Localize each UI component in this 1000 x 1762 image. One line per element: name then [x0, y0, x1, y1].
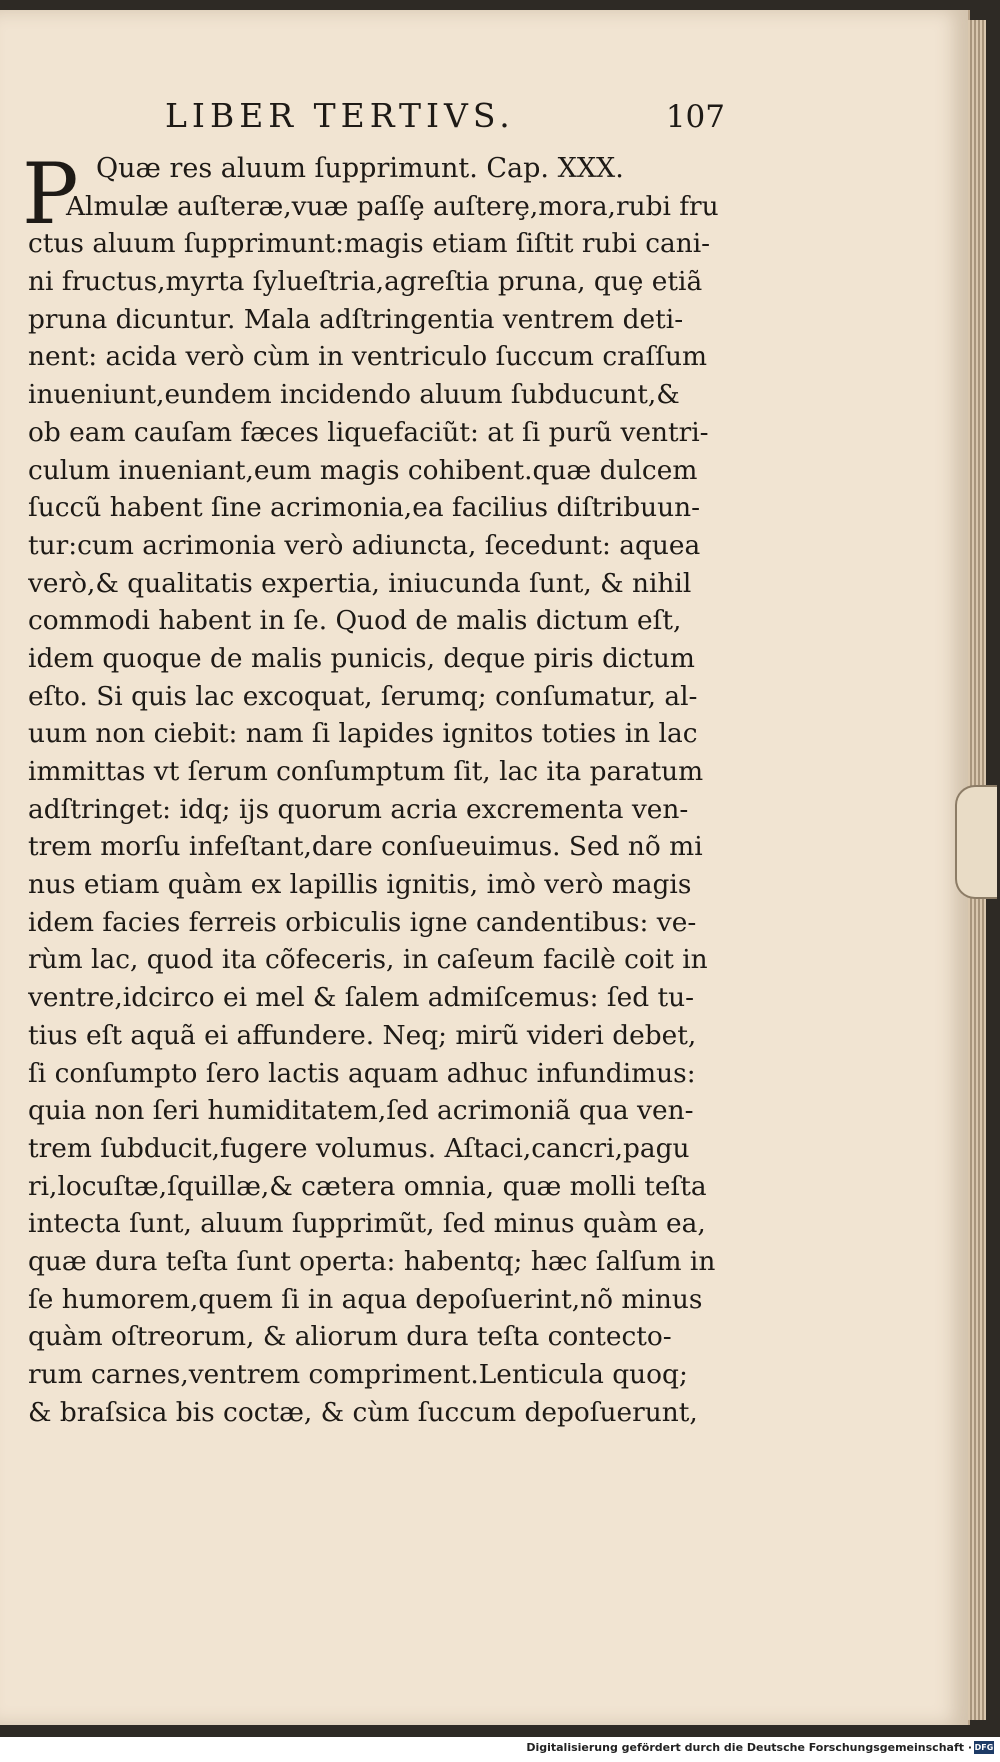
text-line: idem facies ferreis orbiculis igne candentibus: ve- — [28, 906, 697, 938]
drop-initial: P — [22, 145, 79, 243]
text-line: tur:cum acrimonia verò adiuncta, ſecedunt: aquea — [28, 529, 701, 561]
text-line: uum non ciebit: nam ſi lapides ignitos toties in lac — [28, 718, 698, 750]
page-tab-marker — [955, 785, 997, 899]
text-line: quia non ſeri humiditatem,ſed acrimoniã qua ven- — [28, 1095, 694, 1127]
text-block — [28, 150, 748, 1431]
text-line: quàm oſtreorum, & aliorum dura teſta contecto- — [28, 1321, 672, 1353]
page-number: 107 — [665, 99, 725, 135]
text-line: nus etiam quàm ex lapillis ignitis, imò verò magis — [28, 869, 692, 901]
page-header — [165, 96, 725, 135]
text-line: inueniunt,eundem incidendo aluum ſubducunt,& — [28, 379, 680, 411]
text-line: ni fructus,myrta ſylueſtria,agreſtia pruna, quȩ etiã — [28, 266, 703, 298]
dfg-logo: DFG — [974, 1743, 994, 1752]
text-line: quæ dura teſta ſunt operta: habentq; hæc ſalſum in — [28, 1245, 716, 1277]
text-line: eſto. Si quis lac excoquat, ſerumq; conſumatur, al- — [28, 680, 698, 712]
text-line: & braſsica bis coctæ, & cùm ſuccum depoſuerunt, — [28, 1396, 698, 1428]
text-line: idem quoque de malis punicis, deque piris dictum — [28, 642, 695, 674]
text-line: culum inueniant,eum magis cohibent.quæ dulcem — [28, 454, 698, 486]
text-line: tius eſt aquã ei affundere. Neq; mirũ videri debet, — [28, 1019, 697, 1051]
text-line: ſuccũ habent ſine acrimonia,ea facilius diſtribuun- — [28, 492, 701, 524]
chapter-heading: Quæ res aluum ſupprimunt. Cap. XXX. — [96, 153, 624, 184]
text-line: ctus aluum ſupprimunt:magis etiam ſiſtit rubi cani- — [28, 228, 711, 260]
funding-credit: Digitalisierung gefördert durch die Deutsche Forschungsgemeinschaft · — [526, 1741, 972, 1754]
text-line: ſi conſumpto ſero lactis aquam adhuc infundimus: — [28, 1057, 696, 1089]
text-line: ri,locuſtæ,ſquillæ,& cætera omnia, quæ molli teſta — [28, 1170, 707, 1202]
text-line: pruna dicuntur. Mala adſtringentia ventrem deti- — [28, 303, 684, 335]
text-line: ſe humorem,quem ſi in aqua depoſuerint,nõ minus — [28, 1283, 703, 1315]
text-line: rum carnes,ventrem compriment.Lenticula quoq; — [28, 1359, 688, 1390]
text-line: rùm lac, quod ita cõfeceris, in caſeum facilè coit in — [28, 944, 708, 976]
text-line: verò,& qualitatis expertia, iniucunda ſunt, & nihil — [28, 567, 692, 599]
text-line: trem ſubducit,fugere volumus. Aſtaci,cancri,pagu — [28, 1132, 690, 1164]
text-line: Almulæ auſteræ,vuæ paſſȩ auſterȩ,mora,rubi fru — [66, 190, 719, 222]
text-line: commodi habent in ſe. Quod de malis dictum eſt, — [28, 605, 682, 637]
text-line: intecta ſunt, aluum ſupprimũt, ſed minus quàm ea, — [28, 1208, 706, 1240]
text-line: adſtringet: idq; ijs quorum acria excrementa ven- — [28, 793, 689, 825]
running-head: LIBER TERTIVS. — [165, 96, 515, 135]
text-line: ventre,idcirco ei mel & ſalem admiſcemus: ſed tu- — [28, 982, 695, 1014]
text-line: trem morſu infeſtant,dare conſueuimus. Sed nõ mi — [28, 831, 703, 863]
text-line: ob eam cauſam fæces liquefaciũt: at ſi purũ ventri- — [28, 416, 709, 448]
text-line: nent: acida verò cùm in ventriculo ſuccum craſſum — [28, 341, 708, 373]
text-line: immittas vt ſerum conſumptum ſit, lac ita paratum — [28, 756, 704, 787]
